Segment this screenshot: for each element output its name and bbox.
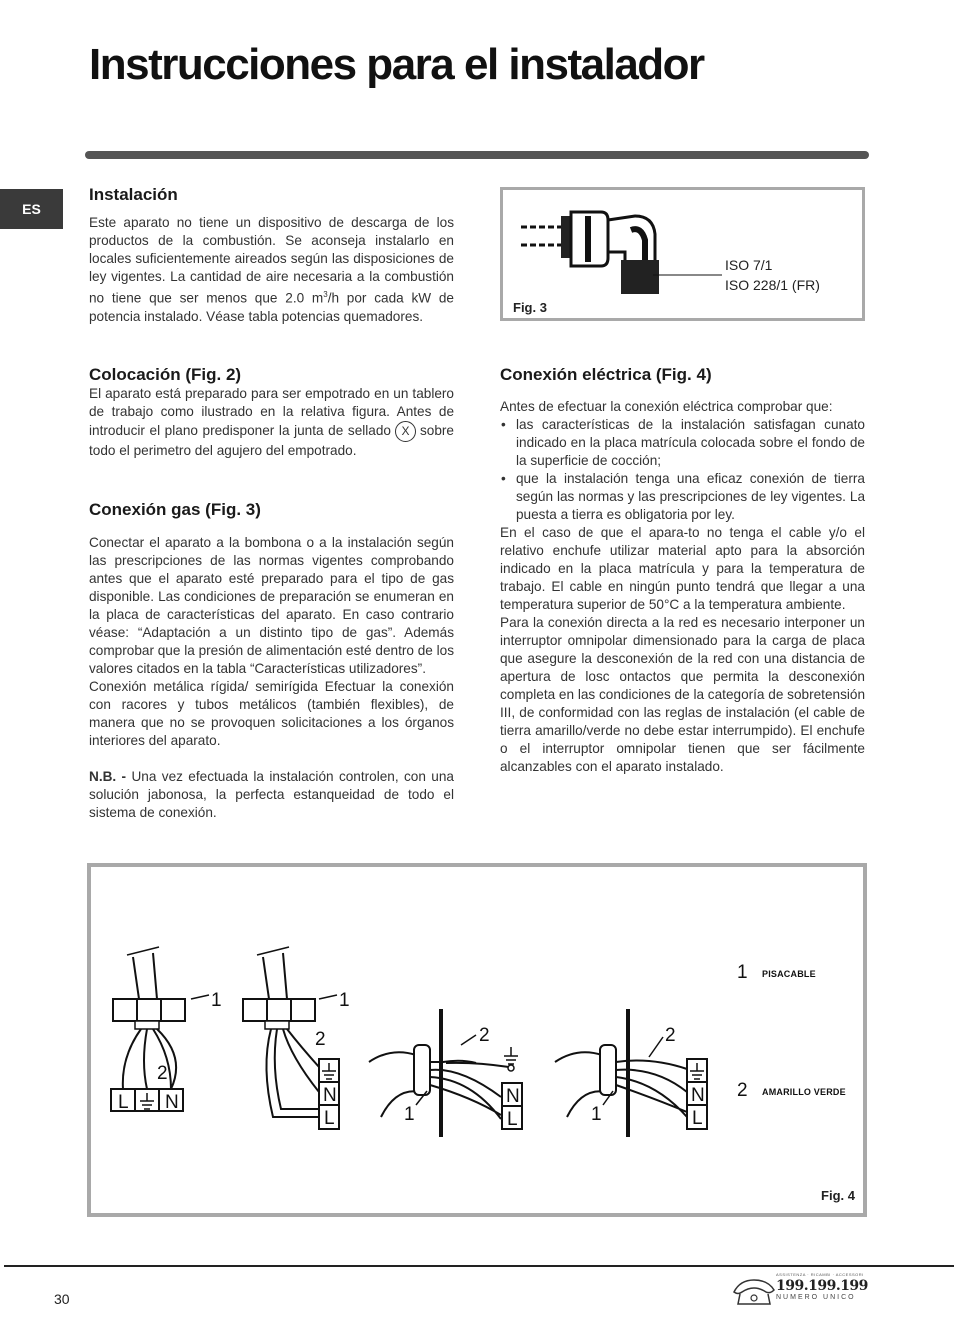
iso-label-2: ISO 228/1 (FR) [725, 277, 820, 293]
svg-text:2: 2 [665, 1025, 676, 1046]
conexion-electrica-heading: Conexión eléctrica (Fig. 4) [500, 365, 712, 384]
wiring-diagram-b [243, 947, 350, 1129]
wiring-diagram-c [369, 1009, 522, 1137]
svg-text:N: N [506, 1086, 520, 1107]
page-title: Instrucciones para el instalador [89, 40, 704, 89]
conexion-gas-heading: Conexión gas (Fig. 3) [89, 500, 261, 519]
legend-number-2: 2 [737, 1080, 748, 1101]
seal-x-symbol: X [395, 421, 416, 442]
svg-text:N: N [323, 1085, 337, 1106]
legend-number-1: 1 [737, 962, 748, 983]
brand-phone-number: 199.199.199 [776, 1278, 868, 1294]
svg-text:N: N [691, 1085, 705, 1106]
figure-3-caption: Fig. 3 [513, 300, 547, 315]
instalacion-heading: Instalación [89, 185, 178, 204]
svg-text:L: L [692, 1108, 703, 1129]
figure-4 [87, 863, 867, 1217]
colocacion-heading: Colocación (Fig. 2) [89, 365, 242, 384]
figure-3 [500, 187, 865, 321]
service-logo [730, 1272, 870, 1308]
telephone-icon [730, 1274, 776, 1308]
brand-subtitle: NUMERO UNICO [776, 1294, 856, 1301]
svg-text:1: 1 [404, 1104, 415, 1125]
terminal-N: N [165, 1092, 179, 1113]
requirement-item: • las características de la instalación satisfagan cunato indicado en la placa matrícula colocada sobre el fondo de la superficie de cocción; [516, 416, 865, 470]
requirements-list [500, 416, 865, 524]
conexion-gas-text: Conectar el aparato a la bombona o a la instalación según las prescripciones de las normas vigentes comprobando antes que el aparato esté preparado para el tipo de gas disponible. Las condiciones de preparación se enumeran en la placa de características del aparato. En caso contrario véase: “Adaptación a un distinto tipo de gas”. Además comprobar que la presión de alimentación esté dentro de los valores citados en la tabla “Características utilizadores”. Conexión metálica rígida/ semirígida Efectuar la conexión con racores y tubos metálicos (también flexibles), de manera que no se provoquen solicitaciones a los órganos interiores del aparato. N.B. - Una vez efectuada la instalación controlen, con una solución jabonosa, la perfecta estanqueidad de todo el sistema de conexión. [89, 535, 454, 820]
page-number: 30 [54, 1291, 70, 1307]
svg-text:1: 1 [339, 990, 350, 1011]
iso-label-1: ISO 7/1 [725, 257, 773, 273]
language-tab: ES [0, 189, 63, 229]
svg-text:1: 1 [591, 1104, 602, 1125]
wiring-diagram-d [555, 1009, 707, 1137]
colocacion-text: El aparato está preparado para ser empotrado en un tablero de trabajo como ilustrado en la relativa figura. Antes de introducir el plano predisponer la junta de sellado X sobre todo el perimetro del agujero del empotrado. [89, 386, 454, 458]
svg-text:L: L [507, 1109, 518, 1130]
callout-2: 2 [157, 1063, 168, 1084]
brand-tagline: ASSISTENZA · RICAMBI · ACCESSORI [776, 1272, 864, 1277]
electrical-wiring-diagram [91, 867, 863, 1213]
legend-label-2: AMARILLO VERDE [762, 1087, 846, 1097]
requirement-item: • que la instalación tenga una eficaz conexión de tierra según las normas y las prescripciones de ley vigentes. La puesta a tierra es obligatoria por ley. [516, 470, 865, 524]
callout-1: 1 [211, 990, 222, 1011]
svg-text:2: 2 [315, 1029, 326, 1050]
figure-4-caption: Fig. 4 [821, 1188, 855, 1203]
svg-text:L: L [324, 1108, 335, 1129]
header-rule [85, 151, 869, 159]
instalacion-text: Este aparato no tiene un dispositivo de descarga de los productos de la combustión. Se aconseja instalarlo en locales suficientemente aireados según las disposiciones de ley vigentes. La cantidad de aire necesaria a la combustión no tiene que ser menos que 2.0 $m^3/h$ por cada kW de potencia instalado. Véase tabla potencias quemadores. [89, 215, 454, 324]
gas-elbow-fitting-drawing [503, 190, 862, 318]
terminal-L: L [118, 1092, 129, 1113]
legend-label-1: PISACABLE [762, 969, 816, 979]
footer-rule [4, 1265, 954, 1267]
svg-text:2: 2 [479, 1025, 490, 1046]
wiring-diagram-a [111, 947, 222, 1113]
conexion-electrica-text: Antes de efectuar la conexión eléctrica comprobar que: • las características de la instalación satisfagan cunato indicado en la placa matrícula colocada sobre el fondo de la superficie de cocción; • que la instalación tenga una eficaz conexión de tierra según las normas y las prescripciones de ley vigentes. La puesta a tierra es obligatoria por ley. En el caso de que el apara-to no tenga el cable y/o el relativo enchufe utilizar material apto para la absorción indicado en la placa matrícula y para la temperatura de trabajo. El cable en ningún punto tendrá que llegar a una temperatura superior de 50°C a la temperatura ambiente. Para la conexión directa a la red es necesario interponer un interruptor omnipolar dimensionado para la carga de placa que asegure la desconexión de la red con una distancia de apertura de losc ontactos que permita la desconexión completa en las condiciones de la categoría de sobretensión III, de conformidad con las reglas de instalación (el cable de tierra amarillo/verde no debe estar interrumpido). El enchufe o el interruptor omnipolar tienen que ser fácilmente alcanzables con el aparato instalado. [500, 398, 865, 776]
